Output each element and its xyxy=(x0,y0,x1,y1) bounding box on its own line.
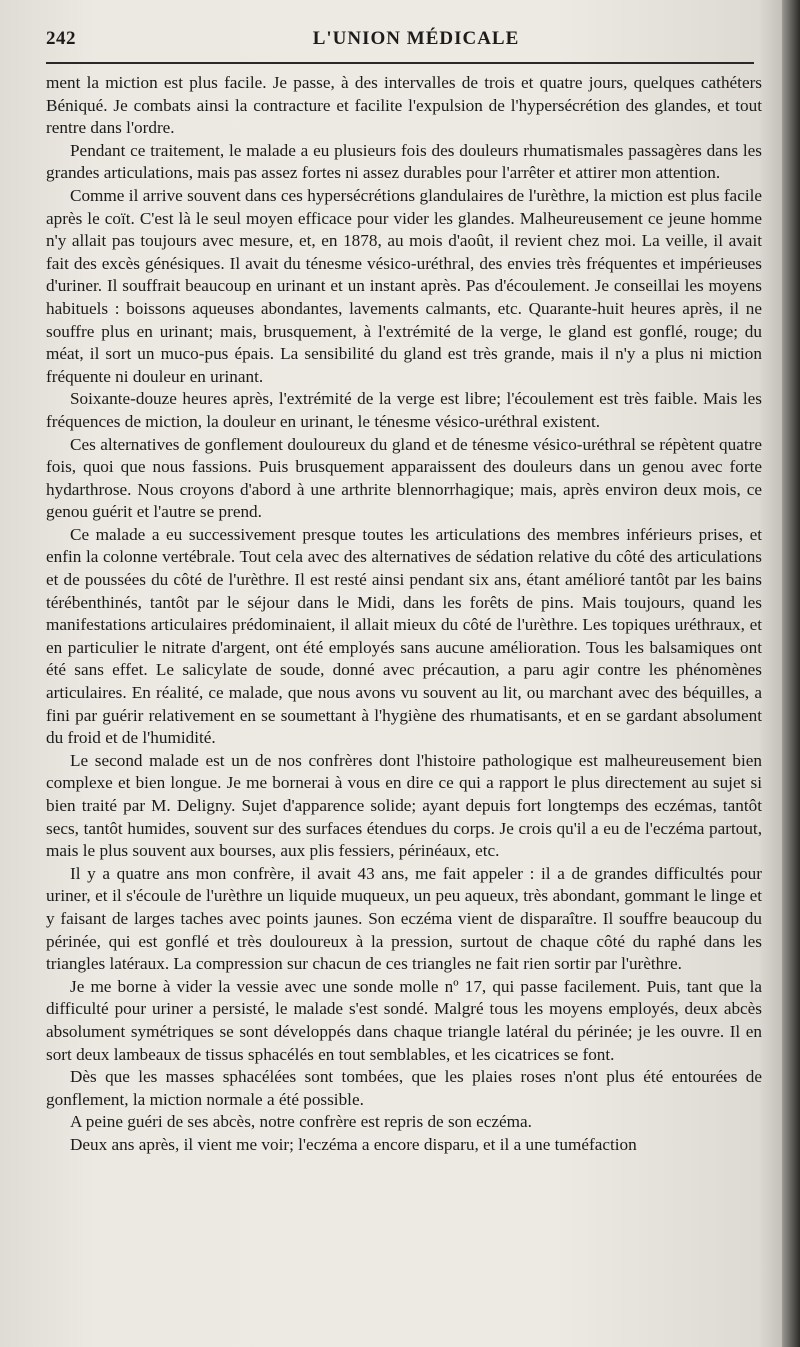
paragraph: Ce malade a eu successivement presque toutes les articulations des membres inférieurs prises, et enfin la colonne vertébrale. Tout cela avec des alternatives de sédation relative du côté des articulations et de poussées du côté de l'urèthre. Il est resté ainsi pendant six ans, étant amélioré tantôt par les bains térébenthinés, tantôt par le séjour dans le Midi, dans les forêts de pins. Mais toujours, quand les manifestations articulaires prédominaient, il allait mieux du côté de l'urèthre. Les topiques uréthraux, et en particulier le nitrate d'argent, ont été employés sans aucune amélioration. Tous les balsamiques ont été sans effet. Le salicylate de soude, donné avec précaution, a paru agir contre les phénomènes articulaires. En réalité, ce malade, que nous avons vu souvent au lit, ou marchant avec des béquilles, a fini par guérir relativement en se soumettant à l'hygiène des rhumatisants, et en se gardant absolument du froid et de l'humidité. xyxy=(46,524,762,748)
paragraph: Dès que les masses sphacélées sont tombées, que les plaies roses n'ont plus été entourées de gonflement, la miction normale a été possible. xyxy=(46,1067,762,1109)
paragraph: ment la miction est plus facile. Je passe, à des intervalles de trois et quatre jours, quelques cathéters Béniqué. Je combats ainsi la contracture et facilite l'expulsion de l'hypersécrétion des glandes, et tout rentre dans l'ordre. xyxy=(46,73,762,138)
paragraph: Ces alternatives de gonflement douloureux du gland et de ténesme vésico-uréthral se répètent quatre fois, quoi que nous fassions. Puis brusquement apparaissent des douleurs dans un genou avec forte hydarthrose. Nous croyons d'abord à une arthrite blennorrhagique; mais, après environ deux mois, ce genou guérit et l'autre se prend. xyxy=(46,434,762,522)
paragraph: Comme il arrive souvent dans ces hypersécrétions glandulaires de l'urèthre, la miction est plus facile après le coït. C'est là le seul moyen efficace pour vider les glandes. Malheureusement ce jeune homme n'y allait pas toujours avec mesure, et, en 1878, au mois d'août, il revient chez moi. La veille, il avait fait des excès génésiques. Il avait du ténesme vésico-uréthral, des envies très fréquentes et impérieuses d'uriner. Il souffrait beaucoup en urinant et un instant après. Pas d'écoulement. Je conseillai les moyens habituels : boissons aqueuses abondantes, lavements calmants, etc. Quarante-huit heures après, il ne souffre plus en urinant; mais, brusquement, à l'extrémité de la verge, le gland est gonflé, rouge; du méat, il sort un muco-pus épais. La sensibilité du gland est très grande, mais il n'y a plus ni miction fréquente ni douleur en urinant. xyxy=(46,185,762,386)
paragraph: Je me borne à vider la vessie avec une sonde molle nº 17, qui passe facilement. Puis, tant que la difficulté pour uriner a persisté, le malade s'est sondé. Malgré tous les moyens employés, deux abcès absolument symétriques se sont développés dans chaque triangle latéral du périnée; je les ouvre. Il en sort deux lambeaux de tissus sphacélés en tout semblables, et les cicatrices se font. xyxy=(46,976,762,1064)
paragraph: Pendant ce traitement, le malade a eu plusieurs fois des douleurs rhumatismales passagères dans les grandes articulations, mais pas assez fortes ni assez durables pour l'arrêter et attirer mon attention. xyxy=(46,140,762,183)
paragraph: Deux ans après, il vient me voir; l'eczéma a encore disparu, et il a une tuméfaction xyxy=(70,1134,637,1154)
page-number: 242 xyxy=(46,28,76,49)
paragraph: Il y a quatre ans mon confrère, il avait 43 ans, me fait appeler : il a de grandes difficultés pour uriner, et il s'écoule de l'urèthre un liquide muqueux, un peu aqueux, très abondant, gommant le linge et y faisant de larges taches avec points jaunes. Son eczéma vient de disparaître. Il souffre beaucoup du périnée, qui est gonflé et très douloureux à la pression, surtout de chaque côté du raphé dans les triangles latéraux. La compression sur chacun de ces triangles ne fait rien sortir par l'urèthre. xyxy=(46,863,762,974)
header-rule xyxy=(46,62,754,64)
paragraph: Soixante-douze heures après, l'extrémité de la verge est libre; l'écoulement est très faible. Mais les fréquences de miction, la douleur en urinant, le ténesme vésico-uréthral existent. xyxy=(46,389,762,431)
paragraph: Le second malade est un de nos confrères dont l'histoire pathologique est malheureusement bien complexe et bien longue. Je me bornerai à vous en dire ce qui a rapport le plus directement au sujet si bien traité par M. Deligny. Sujet d'apparence solide; ayant depuis fort longtemps des eczémas, tantôt secs, tantôt humides, souvent sur des surfaces étendues du corps. Je crois qu'il a eu de l'eczéma partout, mais le plus souvent aux bourses, aux plis fessiers, périnéaux, etc. xyxy=(46,750,762,861)
running-title: L'UNION MÉDICALE xyxy=(312,28,520,49)
page-header xyxy=(46,24,746,58)
paragraph: A peine guéri de ses abcès, notre confrère est repris de son eczéma. xyxy=(70,1112,532,1132)
page-edge-shadow xyxy=(782,0,800,1347)
article-body xyxy=(46,72,762,1157)
